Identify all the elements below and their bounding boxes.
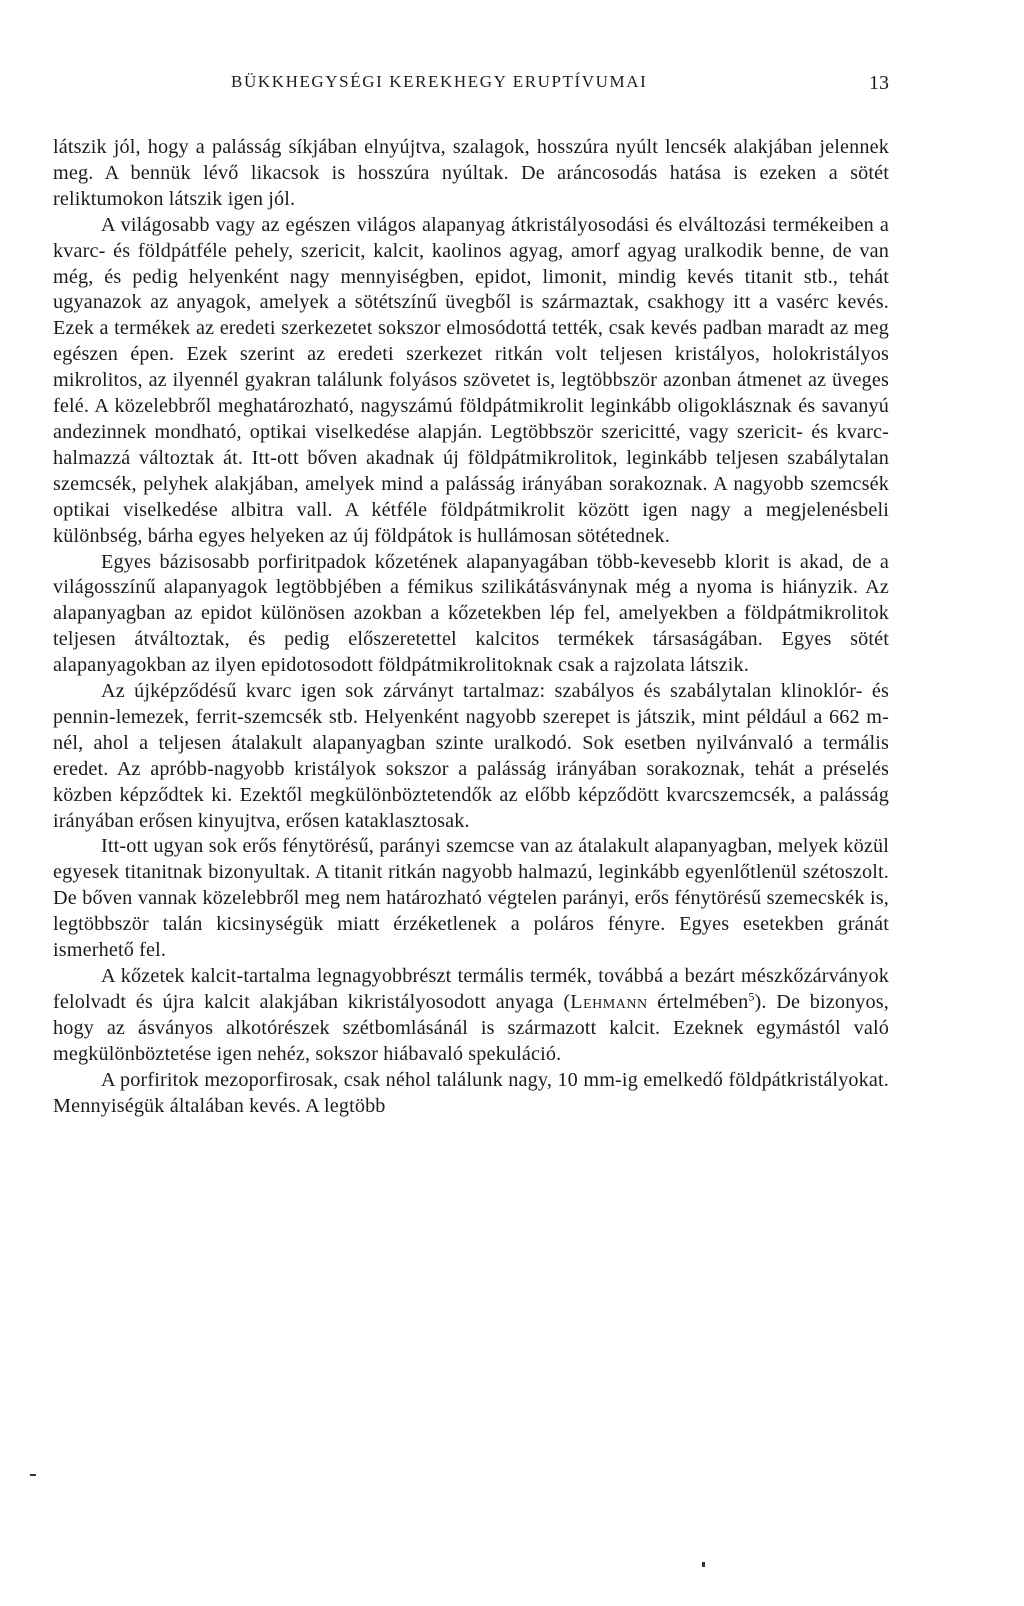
running-title: BÜKKHEGYSÉGI KEREKHEGY ERUPTÍVUMAI xyxy=(231,72,648,91)
page-number: 13 xyxy=(869,72,889,94)
paragraph-2: A világosabb vagy az egészen világos alapanyag átkristályosodási és elváltozási termékeiben a kvarc- és földpátféle pehely, szericit, kalcit, kaolinos agyag, amorf agyag uralkodik benne, de van még, és pedig helyenként nagy mennyiségben, epidot, limonit, mindig kevés titanit stb., tehát ugyanazok az anyagok, amelyek a sötétszínű üvegből is származtak, csakhogy itt a vasérc kevés. Ezek a termékek az eredeti szerkezetet sokszor elmosódottá tették, csak kevés padban maradt az meg egészen épen. Ezek szerint az eredeti szerkezet ritkán volt teljesen kristályos, holokristályos mikrolitos, az ilyennél gyakran találunk folyásos szövetet is, legtöbbször azonban átmenet az üveges felé. A közelebbről meghatározható, nagyszámú földpátmikrolit leginkább oligoklásznak és savanyú andezinnek mondható, optikai viselkedése alapján. Legtöbbször szericitté, vagy szericit- és kvarc-halmazzá változtak át. Itt-ott bőven akadnak új földpátmikrolitok, leginkább teljesen szabálytalan szemcsék, pelyhek alakjában, amelyek mind a palásság irányában sorakoznak. A nagyobb szemcsék optikai viselkedése albitra vall. A kétféle földpátmikrolit között igen nagy a megjelenésbeli különbség, bárha egyes helyeken az új földpátok is hullámosan sötétednek. xyxy=(53,213,889,547)
scan-speck xyxy=(30,1474,36,1476)
body-text xyxy=(53,135,889,1119)
page-header xyxy=(53,64,889,94)
footnote-marker: 5 xyxy=(748,989,755,1004)
scan-speck xyxy=(702,1562,705,1567)
paragraph-6-text-after: ). De bizonyos, hogy az ásványos alkotórészek szétbomlásánál is származott kalcit. Ezeknek egymástól való megkülönböztetése igen nehéz, sokszor hiábavaló spekuláció. xyxy=(53,990,890,1065)
paragraph-6 xyxy=(53,964,889,1068)
paragraph-4: Az újképződésű kvarc igen sok zárványt tartalmaz: szabályos és szabálytalan klinoklór- és pennin-lemezek, ferrit-szemcsék stb. Helyenként nagyobb szerepet is játszik, mint például a 662 m-nél, ahol a teljesen átalakult alapanyagban szinte uralkodó. Sok esetben nyilvánvaló a termális eredet. Az apróbb-nagyobb kristályok sokszor a palásság irányában sorakoznak, tehát a préselés közben képződtek ki. Ezektől megkülönböztetendők az előbb képződött kvarcszemcsék, a palásság irányában erősen kinyujtva, erősen kataklasztosak. xyxy=(53,680,889,832)
author-name: Lehmann xyxy=(570,990,648,1013)
paragraph-6-text-before: A kőzetek kalcit-tartalma legnagyobbrészt termális termék, továbbá a bezárt mészkőzárványok felolvadt és újra kalcit alakjában kikristályosodott anyaga ( xyxy=(53,965,889,1013)
paragraph-5: Itt-ott ugyan sok erős fénytörésű, parányi szemcse van az átalakult alapanyagban, melyek közül egyesek titanitnak bizonyultak. A titanit ritkán nagyobb halmazú, leginkább egyenlőtlenül szétoszolt. De bőven vannak közelebbről meg nem határozható végtelen parányi, erős fénytörésű szemecskék is, legtöbbször talán kicsinységük miatt érzéketlenek a poláros fényre. Egyes esetekben gránát ismerhető fel. xyxy=(53,835,889,962)
paragraph-3: Egyes bázisosabb porfiritpadok kőzetének alapanyagában több-kevesebb klorit is akad, de a világosszínű alapanyagok legtöbbjében a fémikus szilikátásványnak még a nyoma is hiányzik. Az alapanyagban az epidot különösen azokban a kőzetekben lép fel, amelyekben a földpátmikrolitok teljesen átváltoztak, és pedig előszeretettel kalcitos termékek társaságában. Egyes sötét alapanyagokban az ilyen epidotosodott földpátmikrolitoknak csak a rajzolata látszik. xyxy=(53,550,889,677)
paragraph-6-text-mid: értelmében xyxy=(647,990,749,1013)
paragraph-1: látszik jól, hogy a palásság síkjában elnyújtva, szalagok, hosszúra nyúlt lencsék alakjában jelennek meg. A bennük lévő likacsok is hosszúra nyúltak. De aráncosodás hatása is ezeken a sötét reliktumokon látszik igen jól. xyxy=(53,136,889,210)
paragraph-7: A porfiritok mezoporfirosak, csak néhol találunk nagy, 10 mm-ig emelkedő földpátkristályokat. Mennyiségük általában kevés. A legtöbb xyxy=(53,1068,889,1117)
